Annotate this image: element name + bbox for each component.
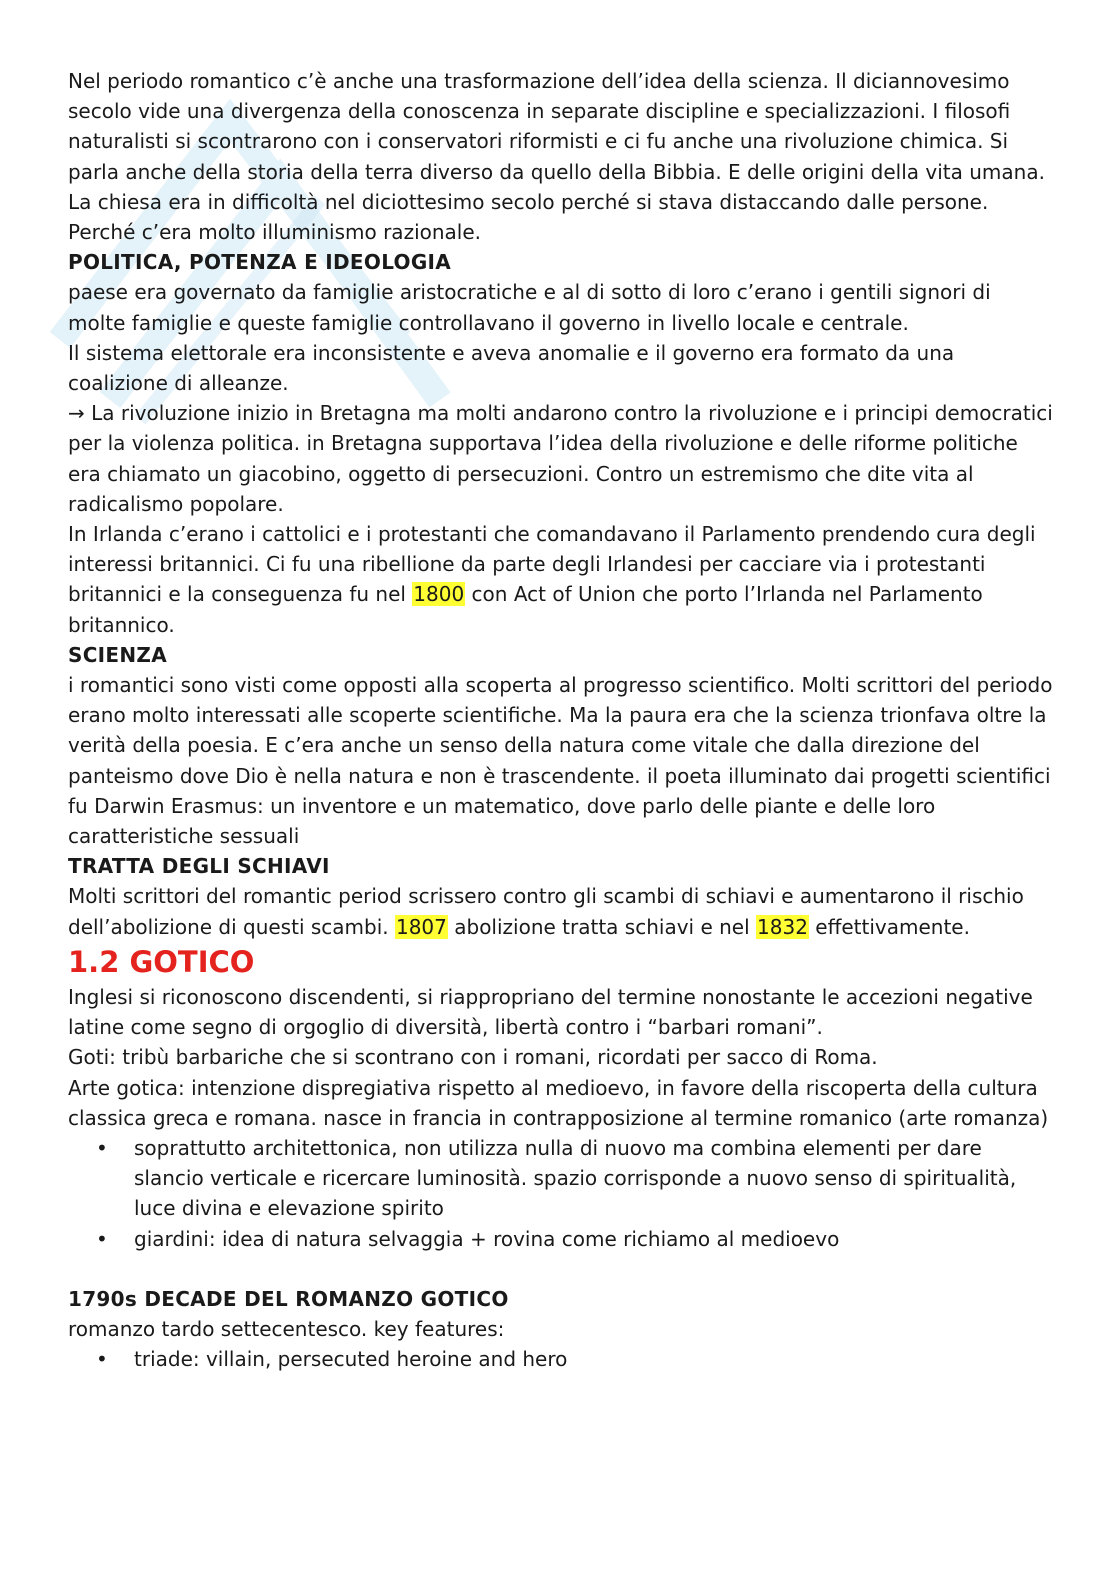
gotico-paragraph-1: Inglesi si riconoscono discendenti, si riappropriano del termine nonostante le accezioni negative latine come segno di orgoglio di diversità, libertà contro i “barbari romani”. — [68, 984, 1033, 1040]
politica-paragraph-2: Il sistema elettorale era inconsistente e aveva anomalie e il governo era formato da una coalizione di alleanze. — [68, 340, 955, 396]
gotico-paragraph-3: Arte gotica: intenzione dispregiativa rispetto al medioevo, in favore della riscoperta della cultura classica greca e romana. nasce in francia in contrapposizione al termine romanico (arte romanza) — [68, 1075, 1049, 1130]
list-item: • giardini: idea di natura selvaggia + rovina come richiamo al medioevo — [68, 1224, 1053, 1254]
intro-paragraph: Nel periodo romantico c’è anche una trasformazione dell’idea della scienza. Il diciannovesimo secolo vide una divergenza della conoscenza in separate discipline e specializzazioni. I filosofi naturalisti si scontrarono con i conservatori riformisti e ci fu anche una rivoluzione chimica. Si parla anche della storia della terra diverso da quello della Bibbia. E delle origini della vita umana. La chiesa era in difficoltà nel diciottesimo secolo perché si stava distaccando dalle persone. Perché c’era molto illuminismo razionale. — [68, 69, 1045, 245]
highlight-year-1807: 1807 — [395, 914, 447, 939]
gotico-bullet-list — [68, 1133, 1053, 1254]
heading-gotico: 1.2 GOTICO — [68, 944, 255, 979]
romanzo-bullet-list — [68, 1344, 1053, 1374]
gotico-paragraph-2: Goti: tribù barbariche che si scontrano con i romani, ricordati per sacco di Roma. — [68, 1045, 878, 1070]
heading-scienza: SCIENZA — [68, 642, 168, 667]
list-item: • soprattutto architettonica, non utilizza nulla di nuovo ma combina elementi per dare slancio verticale e ricercare luminosità. spazio corrisponde a nuovo senso di spiritualità, luce divina e elevazione spirito — [68, 1133, 1053, 1224]
bullet-icon: • — [96, 1135, 108, 1160]
politica-paragraph-4: In Irlanda c’erano i cattolici e i protestanti che comandavano il Parlamento prendendo cura degli interessi britannici. Ci fu una ribellione da parte degli Irlandesi per cacciare via i protestanti britannici e la conseguenza fu nel 1800 con Act of Union che porto l’Irlanda nel Parlamento britannico. — [68, 522, 1036, 637]
highlight-year-1832: 1832 — [757, 914, 808, 939]
heading-tratta: TRATTA DEGLI SCHIAVI — [68, 854, 330, 879]
bullet-icon: • — [96, 1347, 108, 1372]
highlight-year-1800: 1800 — [413, 582, 465, 607]
arrow-icon: → — [68, 401, 85, 426]
heading-romanzo: 1790s DECADE DEL ROMANZO GOTICO — [68, 1286, 509, 1311]
heading-politica: POLITICA, POTENZA E IDEOLOGIA — [68, 250, 452, 275]
scienza-paragraph: i romantici sono visti come opposti alla scoperta al progresso scientifico. Molti scrittori del periodo erano molto interessati alle scoperte scientifiche. Ma la paura era che la scienza trionfava oltre la verità della poesia. E c’era anche un senso della natura come vitale che dalla direzione del panteismo dove Dio è nella natura e non è trascendente. il poeta illuminato dai progetti scientifici fu Darwin Erasmus: un inventore e un matematico, dove parlo delle piante e delle loro caratteristiche sessuali — [68, 673, 1053, 849]
list-item: • triade: villain, persecuted heroine and hero — [68, 1344, 1053, 1374]
document-body — [68, 66, 1053, 1374]
politica-paragraph-1: paese era governato da famiglie aristocratiche e al di sotto di loro c’erano i gentili signori di molte famiglie e queste famiglie controllavano il governo in livello locale e centrale. — [68, 280, 991, 335]
romanzo-intro: romanzo tardo settecentesco. key features: — [68, 1316, 505, 1341]
bullet-icon: • — [96, 1226, 108, 1251]
tratta-paragraph: Molti scrittori del romantic period scrissero contro gli scambi di schiavi e aumentarono il rischio dell’abolizione di questi scambi. 1807 abolizione tratta schiavi e nel 1832 effettivamente. — [68, 884, 1024, 939]
politica-paragraph-3: → La rivoluzione inizio in Bretagna ma molti andarono contro la rivoluzione e i principi democratici per la violenza politica. in Bretagna supportava l’idea della rivoluzione e delle riforme politiche era chiamato un giacobino, oggetto di persecuzioni. Contro un estremismo che dite vita al radicalismo popolare. — [68, 401, 1053, 516]
spacer — [68, 1254, 1053, 1284]
